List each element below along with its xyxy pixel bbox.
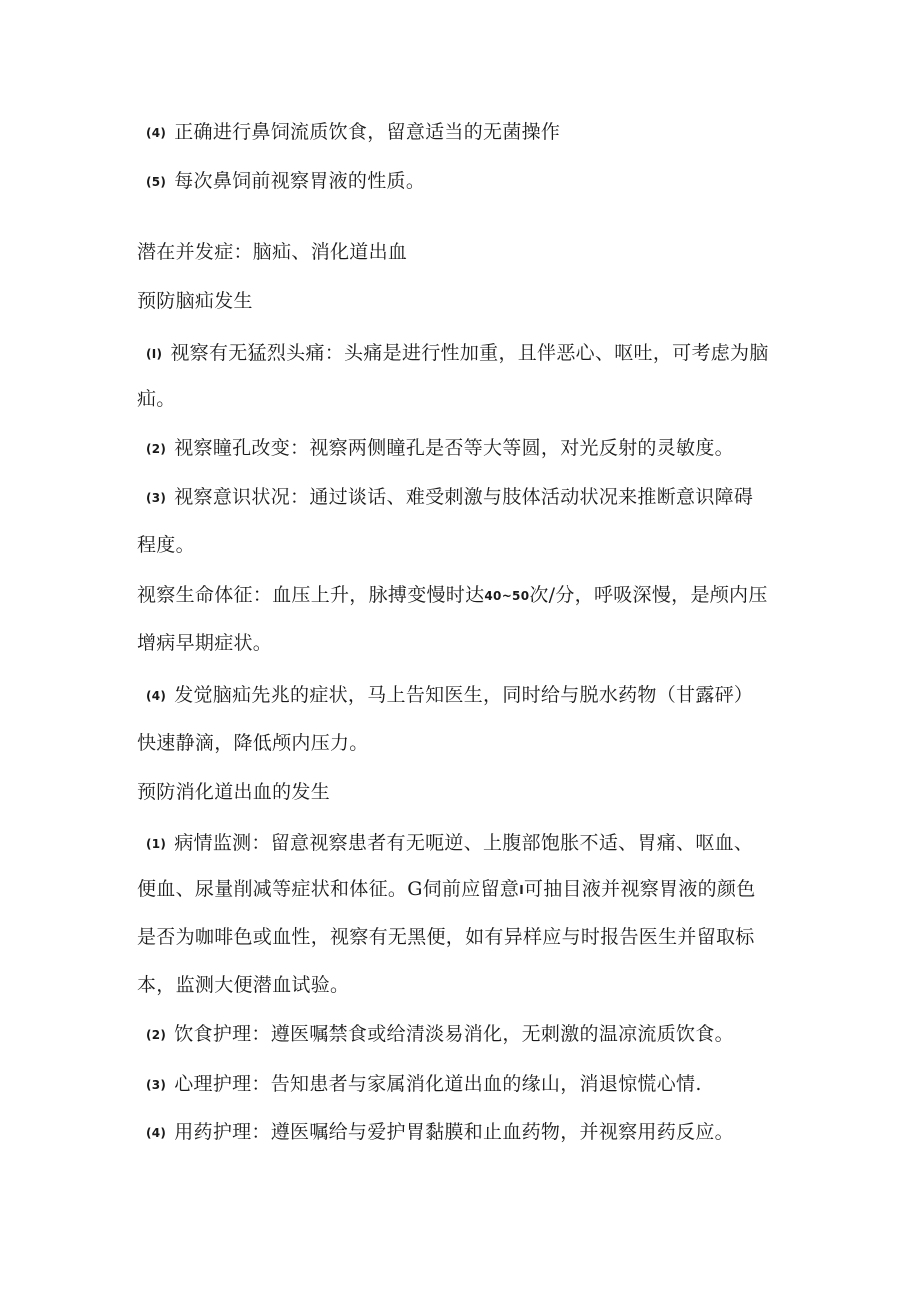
paragraph-line bbox=[137, 387, 797, 411]
item-number: (2) bbox=[146, 1028, 167, 1042]
section-heading bbox=[137, 240, 797, 264]
line-text: 快速静滴，降低颅内压力。 bbox=[137, 732, 369, 754]
list-item bbox=[146, 485, 806, 510]
list-item bbox=[146, 1120, 806, 1145]
paragraph-line bbox=[137, 631, 797, 655]
item-text: 饮食护理：遵医嘱禁食或给清淡易消化，无刺激的温凉流质饮食。 bbox=[174, 1023, 734, 1045]
item-text: 病情监测：留意视察患者有无呃逆、上腹部饱胀不适、胃痛、呕血、 bbox=[174, 832, 754, 854]
item-text: 每次鼻饲前视察胃液的性质。 bbox=[174, 170, 426, 192]
list-item bbox=[146, 120, 806, 145]
paragraph-line bbox=[137, 973, 797, 997]
list-item bbox=[146, 341, 806, 366]
line-text-pre: 便血、尿量削减等症状和体征。G伺前应留意 bbox=[137, 878, 520, 900]
subsection-heading bbox=[137, 289, 797, 313]
item-text: 正确进行鼻饲流质饮食，留意适当的无菌操作 bbox=[174, 121, 561, 143]
item-number: (4) bbox=[146, 126, 167, 140]
heading-text: 预防消化道出血的发生 bbox=[137, 781, 331, 803]
item-number: (3) bbox=[146, 491, 167, 505]
list-item bbox=[146, 1072, 806, 1097]
item-text: 视察意识状况：通过谈话、难受刺激与肢体活动状况来推断意识障碍 bbox=[174, 486, 754, 508]
item-number: (3) bbox=[146, 1078, 167, 1092]
item-number: (2) bbox=[146, 442, 167, 456]
paragraph-line bbox=[137, 877, 797, 902]
list-item bbox=[146, 831, 806, 856]
line-text: 本，监测大便潜血试验。 bbox=[137, 974, 350, 996]
paragraph-line bbox=[137, 925, 797, 949]
line-text-marker: I bbox=[519, 883, 524, 897]
line-text-post: 可抽目液并视察胃液的颜色 bbox=[523, 878, 756, 900]
line-text-pre: 视察生命体征：血压上升，脉搏变慢时达 bbox=[137, 584, 485, 606]
line-text: 增病早期症状。 bbox=[137, 632, 273, 654]
heading-text: 预防脑疝发生 bbox=[137, 290, 253, 312]
line-text-number: 40~50 bbox=[484, 589, 530, 603]
item-number: (1) bbox=[146, 837, 167, 851]
line-text: 是否为咖啡色或血性，视察有无黑便，如有异样应与时报告医生并留取标 bbox=[137, 926, 755, 948]
list-item bbox=[146, 436, 806, 461]
list-item bbox=[146, 683, 806, 708]
paragraph-line bbox=[137, 583, 797, 608]
subsection-heading bbox=[137, 780, 797, 804]
item-number: (4) bbox=[146, 689, 167, 703]
list-item bbox=[146, 1022, 806, 1047]
paragraph-line bbox=[137, 533, 797, 557]
item-number: (I) bbox=[146, 347, 163, 361]
item-number: (5) bbox=[146, 175, 167, 189]
paragraph-line bbox=[137, 731, 797, 755]
item-number: (4) bbox=[146, 1126, 167, 1140]
item-text: 视察瞳孔改变：视察两侧瞳孔是否等大等圆，对光反射的灵敏度。 bbox=[174, 437, 734, 459]
list-item bbox=[146, 169, 806, 194]
item-text: 用药护理：遵医嘱给与爱护胃黏膜和止血药物，并视察用药反应。 bbox=[174, 1121, 734, 1143]
item-text: 心理护理：告知患者与家属消化道出血的缘山，消退惊慌心情. bbox=[174, 1073, 702, 1095]
line-text: 程度。 bbox=[137, 534, 195, 556]
heading-text: 潜在并发症：脑疝、消化道出血 bbox=[137, 241, 408, 263]
line-text: 疝。 bbox=[137, 388, 176, 410]
item-text: 视察有无猛烈头痛：头痛是进行性加重，且伴恶心、呕吐，可考虑为脑 bbox=[170, 342, 769, 364]
line-text-post: 次/分，呼吸深慢，是颅内压 bbox=[529, 584, 768, 606]
item-text: 发觉脑疝先兆的症状，马上告知医生，同时给与脱水药物（甘露砰） bbox=[174, 684, 754, 706]
